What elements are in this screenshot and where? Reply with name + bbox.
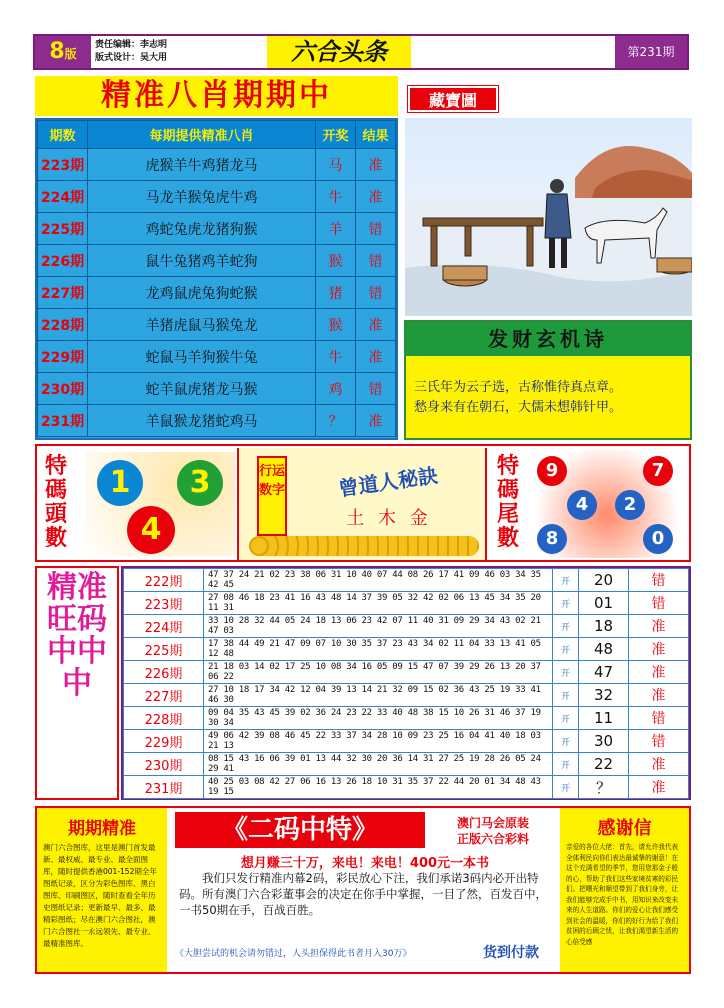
zodiac-list: 羊鼠猴龙猪蛇鸡马	[88, 405, 316, 437]
hot-numbers-side-title: 精准旺码中中中	[47, 570, 107, 701]
zodiac-table-row	[38, 245, 396, 277]
number-row-open-label: 开	[553, 615, 579, 638]
zodiac-table-row	[38, 213, 396, 245]
number-row-special: 47	[579, 661, 629, 684]
zodiac-period: 229期	[38, 341, 88, 373]
zodiac-table-row	[38, 149, 396, 181]
number-row-open-label: 开	[553, 753, 579, 776]
number-row-special: ？	[579, 776, 629, 799]
ad-footnote: 《大胆尝试的机会请勿错过，人头担保得此书者月入30万》	[175, 949, 412, 959]
bottom-ad	[169, 808, 559, 972]
zodiac-table-row	[38, 277, 396, 309]
secret-formula-title: 曾道人秘訣	[337, 463, 440, 501]
number-row-special: 22	[579, 753, 629, 776]
zodiac-period: 224期	[38, 181, 88, 213]
zodiac-table-row	[38, 341, 396, 373]
number-row	[124, 753, 689, 776]
number-row-result: 准	[629, 684, 689, 707]
hot-numbers-table	[121, 566, 691, 800]
zodiac-table-row	[38, 405, 396, 437]
zodiac-result: 错	[356, 277, 396, 309]
zodiac-period: 225期	[38, 213, 88, 245]
number-row-numbers: 49 06 42 39 08 46 45 22 33 37 34 28 10 09 23 25 16 04 41 40 18 03 21 13	[204, 730, 553, 753]
number-row-numbers: 27 10 18 17 34 42 12 04 39 13 14 21 32 09 15 02 36 43 25 19 33 41 46 30	[204, 684, 553, 707]
ad-title: 《二码中特》	[175, 812, 425, 848]
number-row-period: 227期	[124, 684, 204, 707]
zodiac-period: 223期	[38, 149, 88, 181]
zodiac-list: 龙鸡鼠虎兔狗蛇猴	[88, 277, 316, 309]
special-tail-label: 特碼尾數	[496, 453, 519, 551]
number-row-period: 224期	[124, 615, 204, 638]
zodiac-period: 226期	[38, 245, 88, 277]
page-number-badge	[35, 36, 91, 68]
zodiac-draw: 马	[316, 149, 356, 181]
number-row-numbers: 08 15 43 16 06 39 01 13 44 32 30 20 36 14 31 27 25 19 28 26 05 24 29 41	[204, 753, 553, 776]
number-row-numbers: 09 04 35 43 45 39 02 36 24 23 22 33 40 48 38 15 10 26 31 46 37 19 30 34	[204, 707, 553, 730]
number-row-period: 226期	[124, 661, 204, 684]
zodiac-list: 鼠牛兔猪鸡羊蛇狗	[88, 245, 316, 277]
number-row-open-label: 开	[553, 684, 579, 707]
zodiac-draw: ？	[316, 405, 356, 437]
tail-ball-4: 4	[567, 490, 597, 520]
page-header	[33, 34, 689, 70]
zodiac-period: 230期	[38, 373, 88, 405]
issue-number: 第231期	[615, 36, 687, 68]
number-row-numbers: 17 38 44 49 21 47 09 07 10 30 35 37 23 43 34 02 11 04 33 13 41 05 12 48	[204, 638, 553, 661]
head-ball-3: 3	[177, 460, 223, 506]
number-row-numbers: 21 18 03 14 02 17 25 10 08 34 16 05 09 15 47 07 39 29 26 13 20 37 06 22	[204, 661, 553, 684]
bottom-section	[35, 806, 691, 974]
cash-on-delivery: 货到付款	[483, 945, 539, 961]
number-row	[124, 569, 689, 592]
ad-sub-2: 正版六合彩料	[456, 832, 529, 846]
zodiac-list: 蛇羊鼠虎猪龙马猴	[88, 373, 316, 405]
number-row	[124, 592, 689, 615]
zodiac-table-row	[38, 309, 396, 341]
zodiac-result: 准	[356, 341, 396, 373]
number-row-special: 01	[579, 592, 629, 615]
tail-ball-2: 2	[615, 490, 645, 520]
luck-numbers-label: 行运数字	[257, 456, 287, 536]
poem-line-1: 三氏年为云子选，古称惟待真点章。	[414, 380, 623, 395]
number-row-period: 231期	[124, 776, 204, 799]
treasure-map-label: 藏寶圖	[408, 86, 498, 112]
number-row-numbers: 27 08 46 18 23 41 16 43 48 14 37 39 05 32 42 02 06 13 45 34 35 20 11 31	[204, 592, 553, 615]
number-row-open-label: 开	[553, 569, 579, 592]
bottom-left-title: 期期精准	[68, 819, 136, 839]
newspaper-title: 六合头条	[267, 36, 411, 68]
ad-sub-1: 澳门马会原装	[456, 816, 529, 830]
head-ball-1: 1	[97, 460, 143, 506]
zodiac-draw: 牛	[316, 181, 356, 213]
number-row-result: 准	[629, 615, 689, 638]
zodiac-list: 羊猪虎鼠马猴兔龙	[88, 309, 316, 341]
zodiac-draw: 猴	[316, 309, 356, 341]
poem-box	[404, 320, 692, 440]
number-row-period: 225期	[124, 638, 204, 661]
special-head-label: 特碼頭數	[44, 453, 67, 551]
zodiac-draw: 鸡	[316, 373, 356, 405]
thanks-letter-box	[560, 808, 689, 972]
number-row-open-label: 开	[553, 730, 579, 753]
number-row-special: 18	[579, 615, 629, 638]
number-row-result: 错	[629, 569, 689, 592]
zodiac-result: 错	[356, 373, 396, 405]
number-row-period: 228期	[124, 707, 204, 730]
zodiac-result: 错	[356, 245, 396, 277]
number-row-result: 准	[629, 776, 689, 799]
page-number: 8	[49, 39, 65, 64]
zodiac-draw: 羊	[316, 213, 356, 245]
hot-numbers-panel	[35, 566, 691, 802]
number-row-open-label: 开	[553, 592, 579, 615]
number-row	[124, 638, 689, 661]
zodiac-list: 马龙羊猴兔虎牛鸡	[88, 181, 316, 213]
number-row-special: 48	[579, 638, 629, 661]
number-row-result: 准	[629, 638, 689, 661]
bottom-left-box	[37, 808, 167, 972]
poem-line-2: 愁身来有在朝石，大儒未想韩针甲。	[414, 400, 623, 415]
tail-ball-0: 0	[643, 524, 673, 554]
number-row	[124, 661, 689, 684]
zodiac-list: 虎猴羊牛鸡猪龙马	[88, 149, 316, 181]
zodiac-table	[35, 118, 398, 440]
zodiac-result: 准	[356, 405, 396, 437]
zodiac-draw: 猪	[316, 277, 356, 309]
zodiac-table-header	[38, 121, 396, 149]
zodiac-result: 准	[356, 181, 396, 213]
number-row	[124, 730, 689, 753]
number-row-open-label: 开	[553, 638, 579, 661]
zodiac-list: 鸡蛇兔虎龙猪狗猴	[88, 213, 316, 245]
head-ball-4: 4	[127, 506, 175, 554]
number-row-result: 错	[629, 707, 689, 730]
number-row-period: 222期	[124, 569, 204, 592]
number-row-special: 30	[579, 730, 629, 753]
zodiac-period: 231期	[38, 405, 88, 437]
special-numbers-panel	[35, 444, 691, 562]
col-result: 结果	[356, 121, 396, 149]
treasure-map-illustration	[405, 118, 692, 316]
col-draw: 开奖	[316, 121, 356, 149]
number-row-open-label: 开	[553, 661, 579, 684]
designer-credit: 版式设计：吴大用	[95, 53, 168, 63]
page-suffix: 版	[64, 47, 77, 61]
tail-ball-7: 7	[643, 456, 673, 486]
tail-balls-area	[527, 450, 687, 558]
number-row	[124, 707, 689, 730]
number-row-open-label: 开	[553, 776, 579, 799]
tail-ball-9: 9	[537, 456, 567, 486]
number-row-numbers: 47 37 24 21 02 23 38 06 31 10 40 07 44 08 26 17 41 09 46 03 34 35 42 45	[204, 569, 553, 592]
number-row-special: 20	[579, 569, 629, 592]
tail-ball-8: 8	[537, 524, 567, 554]
zodiac-result: 准	[356, 149, 396, 181]
credits	[95, 39, 167, 65]
thanks-letter-title: 感谢信	[597, 818, 652, 839]
head-balls-area	[85, 452, 235, 556]
poem-title: 发财玄机诗	[406, 322, 690, 356]
secret-formula-box	[237, 448, 487, 560]
number-row-period: 230期	[124, 753, 204, 776]
zodiac-table-row	[38, 181, 396, 213]
ad-slogan: 想月赚三十万，来电！来电！400元一本书	[240, 856, 490, 871]
gold-ingots-icon	[249, 536, 479, 556]
zodiac-result: 错	[356, 213, 396, 245]
number-row-result: 错	[629, 592, 689, 615]
number-row-open-label: 开	[553, 707, 579, 730]
zodiac-result: 准	[356, 309, 396, 341]
farmer-horse-drawing	[405, 118, 692, 316]
zodiac-panel-title: 精准八肖期期中	[35, 76, 398, 116]
zodiac-period: 227期	[38, 277, 88, 309]
zodiac-period: 228期	[38, 309, 88, 341]
number-row-numbers: 33 10 28 32 44 05 24 18 13 06 23 42 07 11 40 31 09 29 34 43 02 21 47 03	[204, 615, 553, 638]
hot-numbers-side-title-box	[35, 566, 119, 800]
number-row-period: 223期	[124, 592, 204, 615]
number-row-numbers: 40 25 03 08 42 27 06 16 13 26 18 10 31 35 37 22 44 20 01 34 48 43 19 15	[204, 776, 553, 799]
poem-text	[414, 378, 690, 418]
zodiac-list: 蛇鼠马羊狗猴牛兔	[88, 341, 316, 373]
five-elements: 土 木 金	[346, 508, 432, 529]
ad-body: 我们只发行精准内幕2码，彩民放心下注，我们承诺3码内必开出特码。所有澳门六合彩董事会的决定在你手中掌握，一目了然，百发百中，一书50期在手，百战百胜。	[179, 871, 547, 917]
number-row	[124, 776, 689, 799]
zodiac-draw: 猴	[316, 245, 356, 277]
number-row-special: 32	[579, 684, 629, 707]
thanks-letter-text: 亲爱的各位大佬：首先，请允许我代表全体利民向你们表达最诚挚的谢意！在这个充满希望的季节，您用您那金子般的心，帮助了我们这些家境贫寒的彩民们。把曙光和顺望带到了我们身旁，让我们能够完成手中书，用知识来改变未来的人生道路。你们的爱心让我们感受到社会的温暖，你们的好行为给了我们贫困的后顾之忧，让我们渴望新生活的心倍受感	[566, 843, 679, 946]
col-zodiacs: 每期提供精准八肖	[88, 121, 316, 149]
col-period: 期数	[38, 121, 88, 149]
zodiac-draw: 牛	[316, 341, 356, 373]
number-row-special: 11	[579, 707, 629, 730]
editor-credit: 责任编辑：李志明	[95, 40, 168, 50]
number-row-result: 准	[629, 661, 689, 684]
number-row-result: 错	[629, 730, 689, 753]
number-row	[124, 615, 689, 638]
number-row-result: 准	[629, 753, 689, 776]
number-row	[124, 684, 689, 707]
number-row-period: 229期	[124, 730, 204, 753]
bottom-left-text: 澳门六合图库，这里是澳门首发最新、最权威、最专业、最全面图库，随时提供香港001-152期全年图纸记录，区分为彩色图库、黑白图库、印刷图区，随时查看全年历史图纸记录；更新最早、最多、最精彩图纸；尽在澳门六合图社，澳门六合图社一永远领先、最专业、最精准图库。	[43, 843, 157, 948]
zodiac-table-row	[38, 373, 396, 405]
